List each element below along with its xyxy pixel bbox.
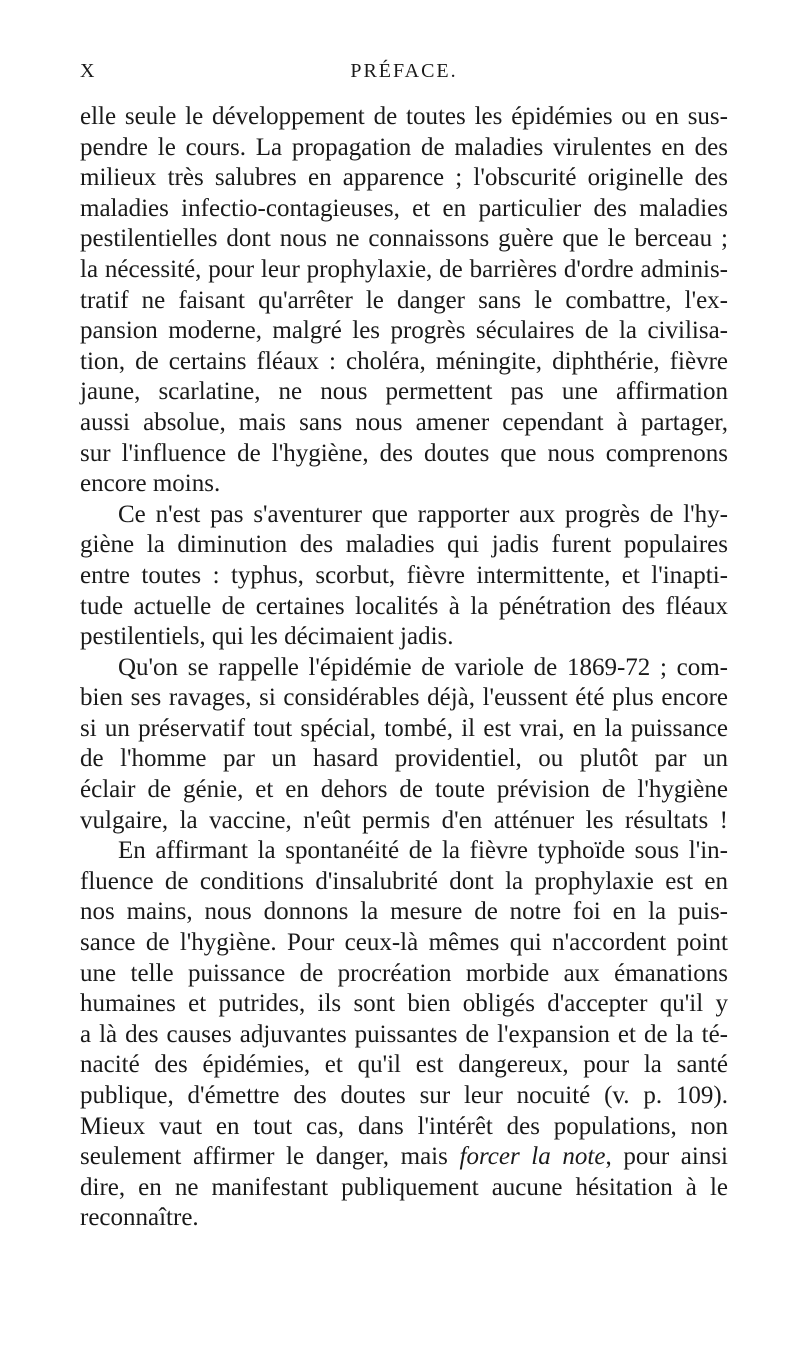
text-line: maladies infectio-contagieuses, et en particulier des maladies xyxy=(80,194,728,222)
text-line: nos mains, nous donnons la mesure de notre foi en la puis- xyxy=(80,898,728,926)
running-head xyxy=(80,60,728,90)
text-line: de l'homme par un hasard providentiel, ou plutôt par un xyxy=(80,745,728,773)
text-line: a là des causes adjuvantes puissantes de l'expansion et de la té- xyxy=(80,1020,728,1048)
text-line: pansion moderne, malgré les progrès séculaires de la civilisa- xyxy=(80,317,728,345)
running-title: PRÉFACE. xyxy=(350,60,458,82)
text-line: humaines et putrides, ils sont bien obligés d'accepter qu'il y xyxy=(80,990,728,1018)
paragraph-3 xyxy=(80,653,728,837)
paragraph-1 xyxy=(80,102,728,500)
text-line: reconnaître. xyxy=(80,1204,199,1232)
text-line: Qu'on se rappelle l'épidémie de variole de 1869-72 ; com- xyxy=(118,653,728,681)
text-line: aussi absolue, mais sans nous amener cependant à partager, xyxy=(80,408,728,436)
text-line: Mieux vaut en tout cas, dans l'intérêt des populations, non xyxy=(80,1112,728,1140)
text-line: tude actuelle de certaines localités à la pénétration des fléaux xyxy=(80,592,728,620)
text-line: Ce n'est pas s'aventurer que rapporter aux progrès de l'hy- xyxy=(118,500,728,528)
text-line: sur l'influence de l'hygiène, des doutes que nous comprenons xyxy=(80,439,728,467)
text-line: si un préservatif tout spécial, tombé, il est vrai, en la puissance xyxy=(80,714,728,742)
text-line: milieux très salubres en apparence ; l'obscurité originelle des xyxy=(80,164,728,192)
paragraph-2 xyxy=(80,500,728,653)
text-line: En affirmant la spontanéité de la fièvre typhoïde sous l'in- xyxy=(118,837,728,865)
body-text xyxy=(80,102,728,1234)
text-line: sance de l'hygiène. Pour ceux-là mêmes qui n'accordent point xyxy=(80,929,728,957)
text-line: pestilentielles dont nous ne connaissons guère que le berceau ; xyxy=(80,225,728,253)
text-line: bien ses ravages, si considérables déjà, l'eussent été plus encore xyxy=(80,684,728,712)
text-line: tion, de certains fléaux : choléra, méningite, diphthérie, fièvre xyxy=(80,347,728,375)
text-line: la nécessité, pour leur prophylaxie, de barrières d'ordre adminis- xyxy=(80,255,728,283)
line-segment: seulement affirmer le danger, mais xyxy=(80,1143,460,1171)
paragraph-4 xyxy=(80,836,728,1234)
text-line: pendre le cours. La propagation de maladies virulentes en des xyxy=(80,133,728,161)
text-line: éclair de génie, et en dehors de toute prévision de l'hygiène xyxy=(80,776,728,804)
text-line: vulgaire, la vaccine, n'eût permis d'en atténuer les résultats ! xyxy=(80,806,728,834)
text-line: tratif ne faisant qu'arrêter le danger sans le combattre, l'ex- xyxy=(80,286,728,314)
text-line: dire, en ne manifestant publiquement aucune hésitation à le xyxy=(80,1173,728,1201)
page-number: X xyxy=(80,60,96,82)
text-line: giène la diminution des maladies qui jadis furent populaires xyxy=(80,531,728,559)
text-line xyxy=(80,1142,728,1173)
text-line: encore moins. xyxy=(80,470,221,498)
text-line: pestilentiels, qui les décimaient jadis. xyxy=(80,623,454,651)
text-line: fluence de conditions d'insalubrité dont la prophylaxie est en xyxy=(80,867,728,895)
text-line: nacité des épidémies, et qu'il est dangereux, pour la santé xyxy=(80,1051,728,1079)
italic-phrase: forcer la note xyxy=(459,1143,606,1171)
line-segment: , pour ainsi xyxy=(605,1143,729,1171)
text-line: une telle puissance de procréation morbide aux émanations xyxy=(80,959,728,987)
text-line: entre toutes : typhus, scorbut, fièvre intermittente, et l'inapti- xyxy=(80,561,728,589)
text-line: elle seule le développement de toutes les épidémies ou en sus- xyxy=(80,103,728,130)
text-line: publique, d'émettre des doutes sur leur nocuité (v. p. 109). xyxy=(80,1082,728,1109)
text-line: jaune, scarlatine, ne nous permettent pas une affirmation xyxy=(80,378,728,406)
